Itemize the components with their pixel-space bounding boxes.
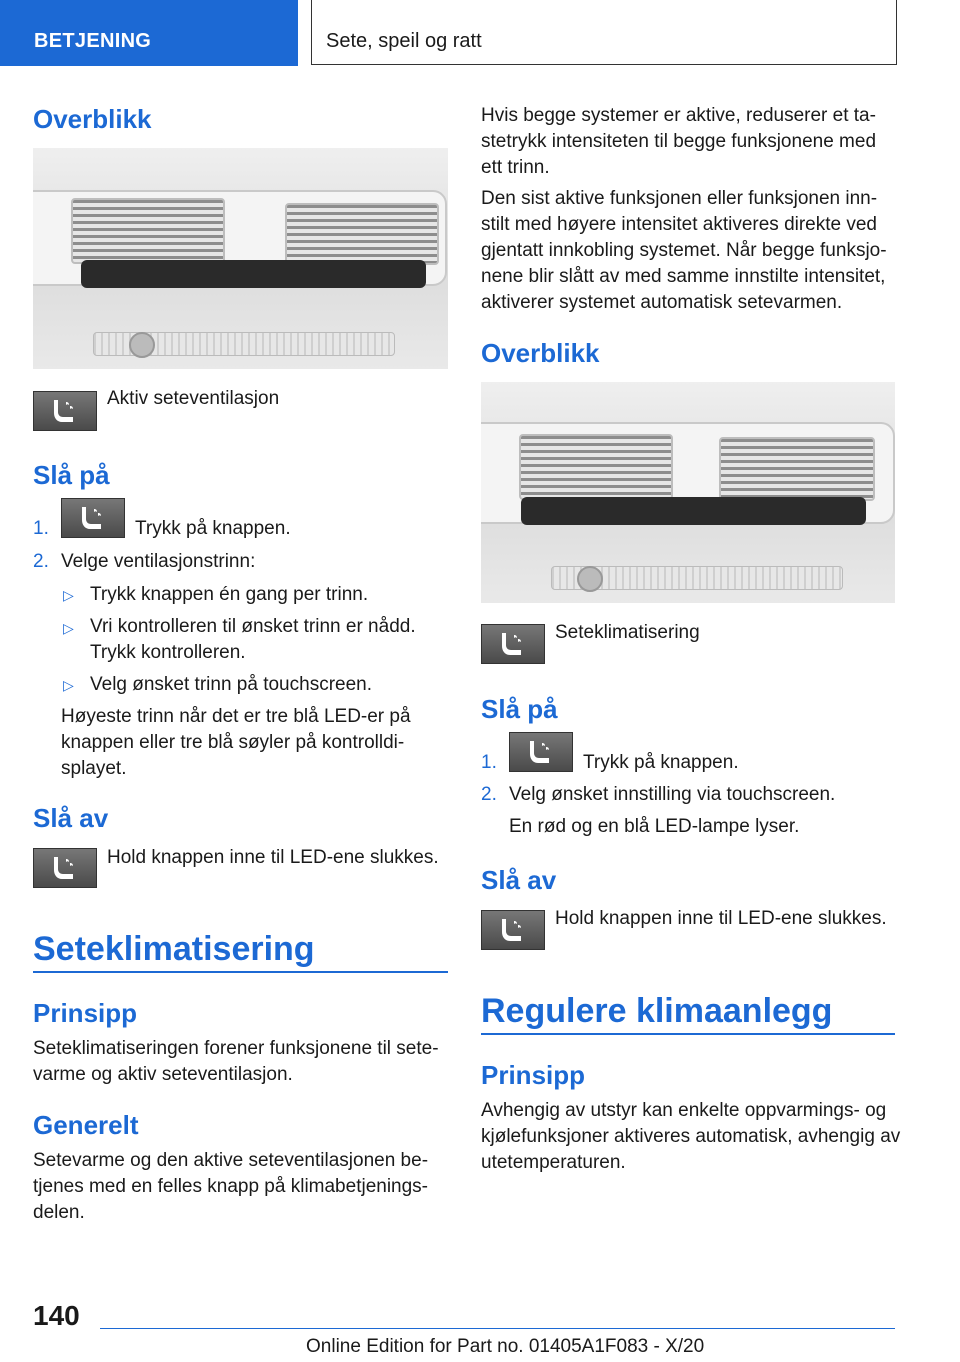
step-number: 1. bbox=[481, 752, 497, 773]
bullet-text: Trykk knappen én gang per trinn. bbox=[90, 584, 369, 605]
intro-text: Den sist aktive funksjonen eller funksjonen inn- bbox=[481, 188, 878, 209]
seat-ventilation-icon bbox=[33, 848, 97, 888]
step-text: Trykk på knappen. bbox=[583, 752, 739, 773]
climate-panel-photo-left bbox=[33, 148, 448, 369]
step-text: Velg ønsket innstilling via touchscreen. bbox=[509, 784, 836, 805]
step-text: Velge ventilasjonstrinn: bbox=[61, 551, 256, 572]
footer-rule bbox=[100, 1328, 895, 1329]
off-text-right: Hold knappen inne til LED-ene slukkes. bbox=[555, 908, 887, 929]
note-text: knappen eller tre blå søyler på kontrolldi- bbox=[61, 732, 405, 753]
general-text: Setevarme og den aktive seteventilasjonen be- bbox=[33, 1150, 429, 1171]
principle-text: Seteklimatiseringen forener funksjonene til sete- bbox=[33, 1038, 439, 1059]
general-heading: Generelt bbox=[33, 1110, 139, 1140]
seat-ventilation-icon bbox=[33, 391, 97, 431]
intro-text: ett trinn. bbox=[481, 157, 550, 178]
intro-text: nene blir slått av med samme innstilte intensitet, bbox=[481, 266, 886, 287]
note-text: splayet. bbox=[61, 758, 127, 779]
footer-edition: Online Edition for Part no. 01405A1F083 - X/20 bbox=[306, 1336, 705, 1357]
overview-heading-right: Overblikk bbox=[481, 338, 600, 368]
intro-text: aktiverer systemet automatisk setevarmen. bbox=[481, 292, 843, 313]
main-heading-left: Seteklimatisering bbox=[33, 930, 315, 968]
principle-text: utetemperaturen. bbox=[481, 1152, 626, 1173]
step-number: 2. bbox=[481, 784, 497, 805]
section-title: BETJENING bbox=[34, 30, 152, 52]
principle-heading-right: Prinsipp bbox=[481, 1060, 586, 1090]
bullet-text: Velg ønsket trinn på touchscreen. bbox=[90, 674, 372, 695]
principle-text: Avhengig av utstyr kan enkelte oppvarmings- og bbox=[481, 1100, 887, 1121]
on-heading-left: Slå på bbox=[33, 460, 110, 490]
seat-climate-icon bbox=[481, 910, 545, 950]
bullet-triangle-icon: ▷ bbox=[63, 587, 74, 603]
intro-text: Hvis begge systemer er aktive, reduserer et ta- bbox=[481, 105, 876, 126]
off-heading-right: Slå av bbox=[481, 865, 557, 895]
chapter-title: Sete, speil og ratt bbox=[326, 30, 482, 52]
off-text-left: Hold knappen inne til LED-ene slukkes. bbox=[107, 847, 439, 868]
seat-climate-icon bbox=[481, 624, 545, 664]
principle-text: varme og aktiv seteventilasjon. bbox=[33, 1064, 293, 1085]
chapter-box bbox=[311, 0, 897, 65]
main-heading-right: Regulere klimaanlegg bbox=[481, 992, 833, 1030]
step-text: Trykk på knappen. bbox=[135, 518, 291, 539]
heading-rule bbox=[33, 971, 448, 973]
page-header bbox=[0, 0, 960, 66]
intro-text: stilt med høyere intensitet aktiveres direkte ved bbox=[481, 214, 878, 235]
section-tab bbox=[0, 0, 298, 66]
step-number: 2. bbox=[33, 551, 49, 572]
climate-panel-photo-right bbox=[481, 382, 895, 603]
heading-rule bbox=[481, 1033, 895, 1035]
intro-text: gjentatt innkobling systemet. Når begge funksjo- bbox=[481, 240, 887, 261]
note-text: Høyeste trinn når det er tre blå LED-er på bbox=[61, 706, 411, 727]
bullet-text: Vri kontrolleren til ønsket trinn er nådd. bbox=[90, 616, 416, 637]
general-text: delen. bbox=[33, 1202, 85, 1223]
icon-caption-right: Seteklimatisering bbox=[555, 622, 700, 643]
general-text: tjenes med en felles knapp på klimabetjenings- bbox=[33, 1176, 429, 1197]
intro-text: stetrykk intensiteten til begge funksjonene med bbox=[481, 131, 877, 152]
off-heading-left: Slå av bbox=[33, 803, 109, 833]
step-number: 1. bbox=[33, 518, 49, 539]
bullet-text: Trykk kontrolleren. bbox=[90, 642, 246, 663]
principle-heading-left: Prinsipp bbox=[33, 998, 138, 1028]
seat-climate-icon bbox=[509, 732, 573, 772]
principle-text: kjølefunksjoner aktiveres automatisk, avhengig av bbox=[481, 1126, 901, 1147]
bullet-triangle-icon: ▷ bbox=[63, 620, 74, 636]
icon-caption-left: Aktiv seteventilasjon bbox=[107, 388, 280, 409]
seat-ventilation-icon bbox=[61, 498, 125, 538]
page-number: 140 bbox=[33, 1300, 80, 1331]
bullet-triangle-icon: ▷ bbox=[63, 677, 74, 693]
on-heading-right: Slå på bbox=[481, 694, 558, 724]
step-subtext: En rød og en blå LED-lampe lyser. bbox=[509, 816, 800, 837]
overview-heading-left: Overblikk bbox=[33, 104, 152, 134]
